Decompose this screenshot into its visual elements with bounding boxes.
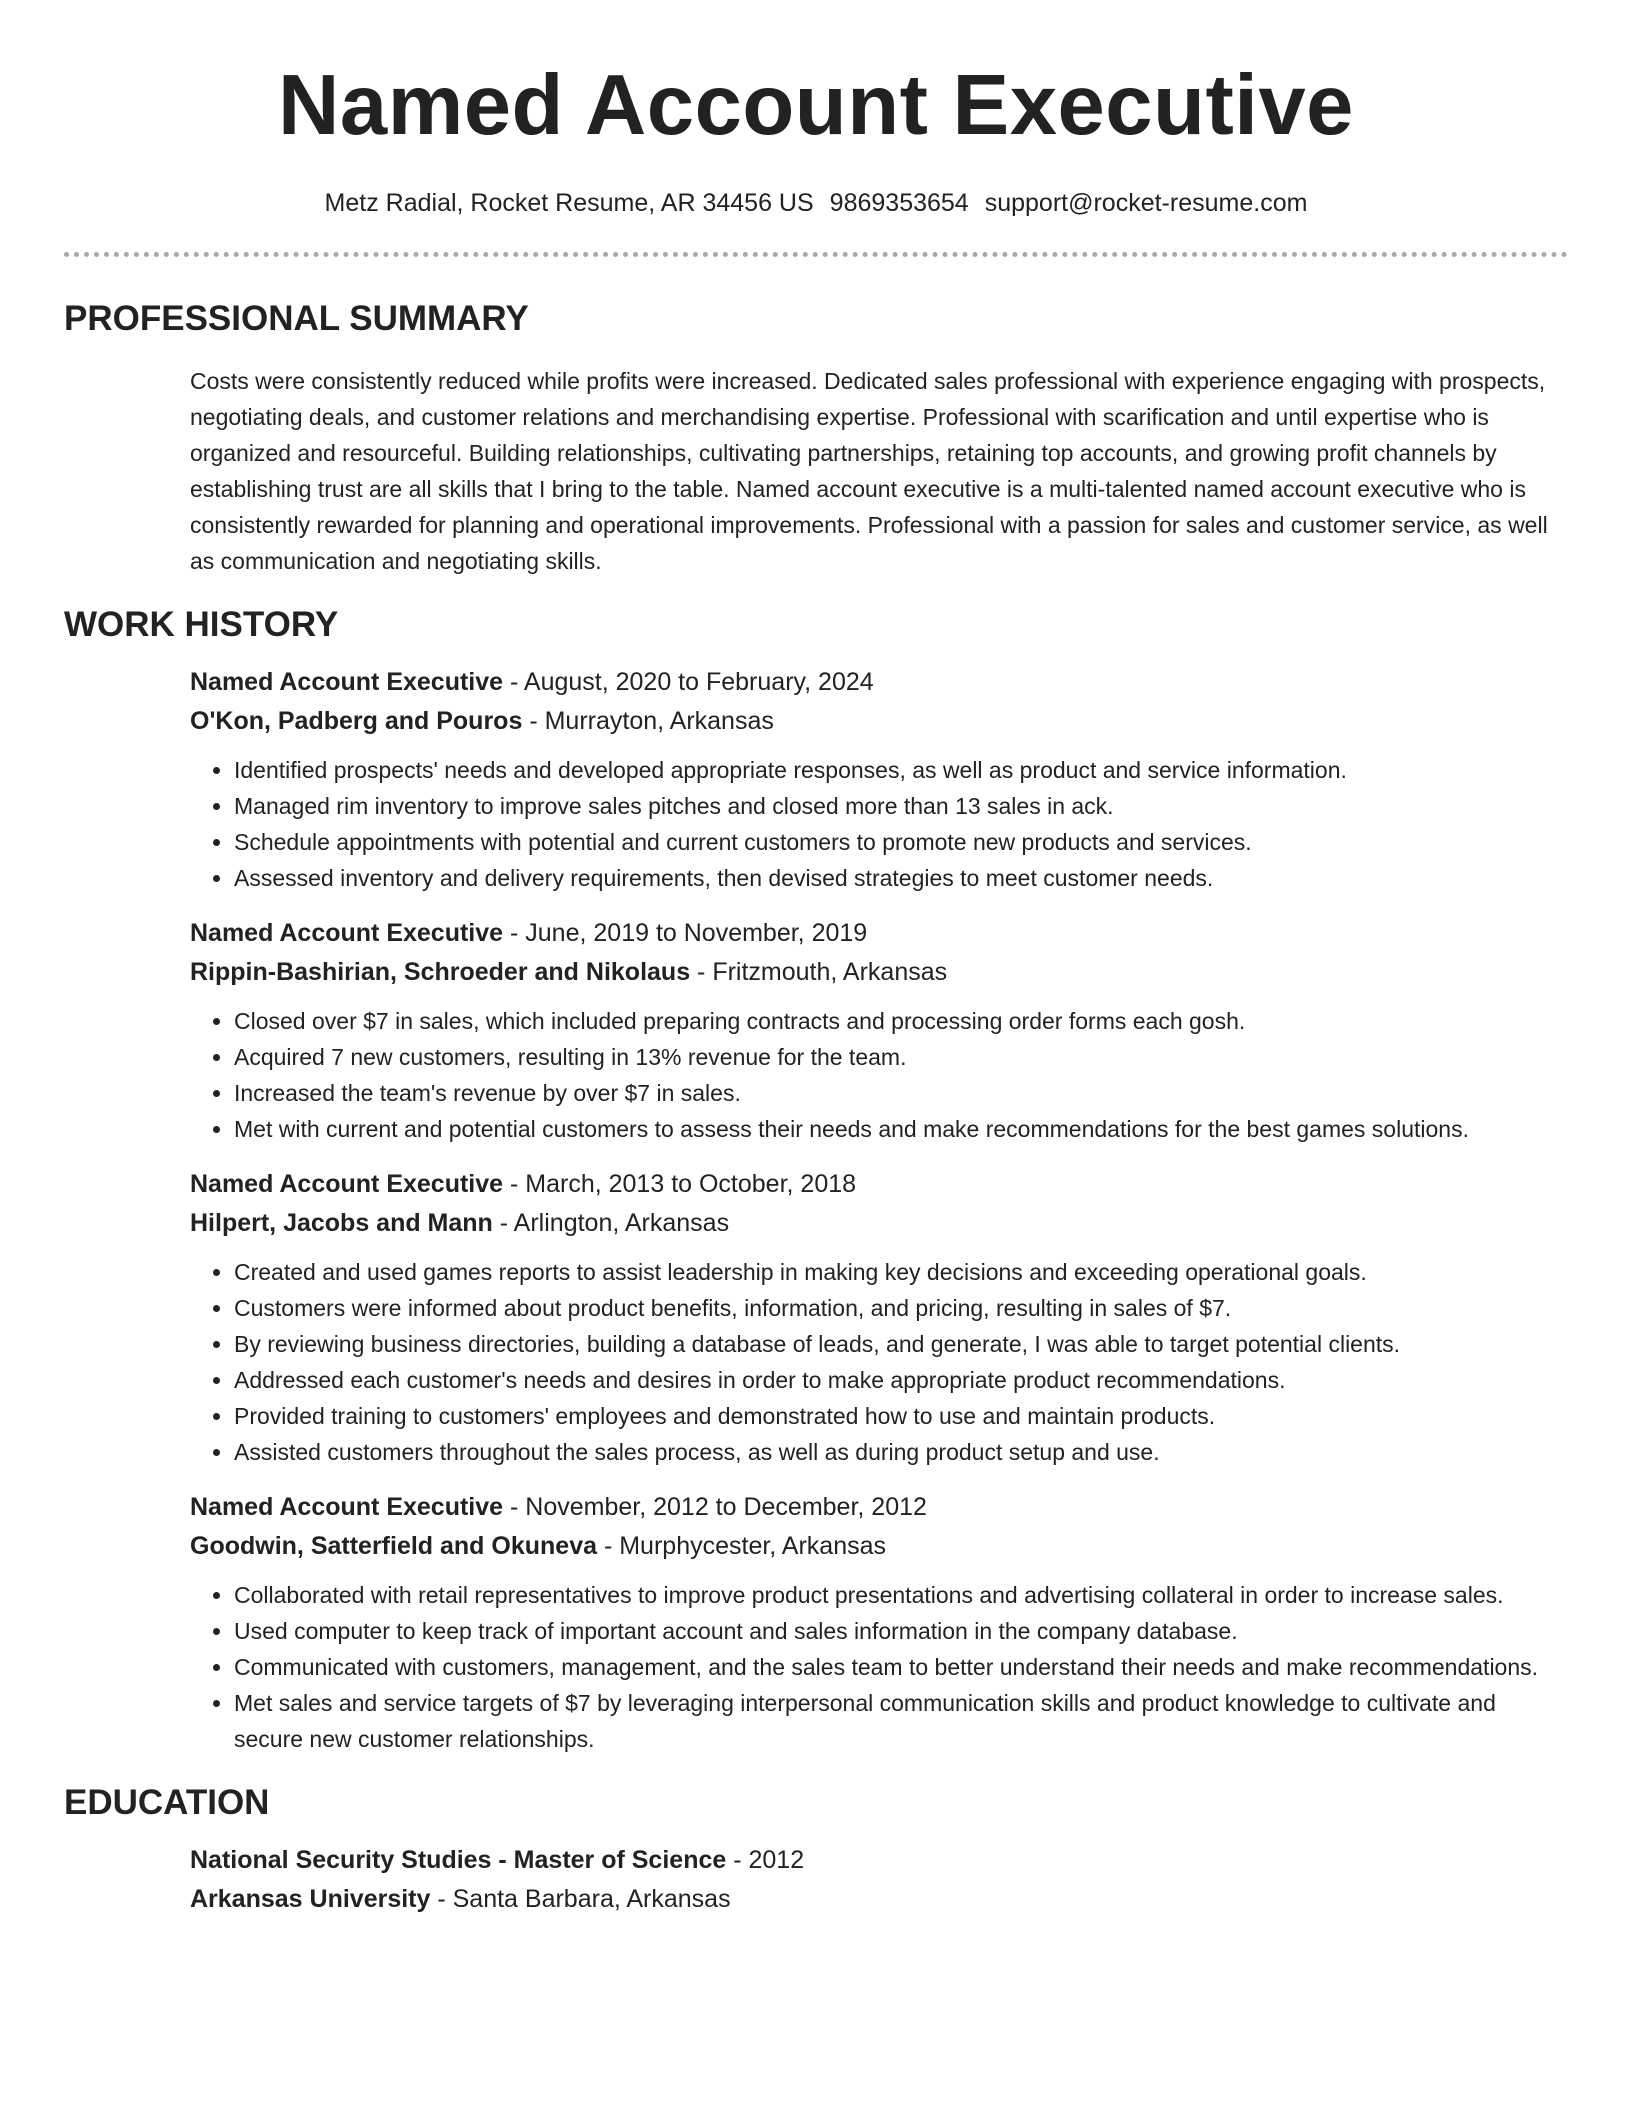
job-company-line [190, 702, 1568, 741]
job-dates: - August, 2020 to February, 2024 [503, 668, 874, 696]
job-bullet: • Customers were informed about product benefits, information, and pricing, resulting in sales of $7. [234, 1290, 1568, 1326]
job-dates: - June, 2019 to November, 2019 [503, 919, 868, 947]
job-bullet: • By reviewing business directories, building a database of leads, and generate, I was able to target potential clients. [234, 1326, 1568, 1362]
job-bullet: • Schedule appointments with potential and current customers to promote new products and services. [234, 824, 1568, 860]
job-bullet: • Communicated with customers, management, and the sales team to better understand their needs and make recommendations. [234, 1649, 1568, 1685]
education-school-line [190, 1880, 1568, 1919]
education-school: Arkansas University [190, 1885, 431, 1913]
education-entry [190, 1841, 1568, 1919]
contact-phone: 9869353654 [829, 189, 969, 217]
job-bullets [190, 1003, 1568, 1147]
header-divider [64, 252, 1568, 257]
summary-heading: PROFESSIONAL SUMMARY [64, 299, 529, 338]
job-entry [190, 914, 1568, 1147]
education-year: - 2012 [726, 1846, 805, 1874]
job-entry [190, 1488, 1568, 1757]
resume-name: Named Account Executive [278, 58, 1354, 153]
job-bullet: • Acquired 7 new customers, resulting in 13% revenue for the team. [234, 1039, 1568, 1075]
job-entry [190, 663, 1568, 896]
job-location: - Fritzmouth, Arkansas [690, 958, 948, 986]
job-role: Named Account Executive [190, 668, 504, 696]
contact-email: support@rocket-resume.com [984, 189, 1308, 217]
job-title-line [190, 1488, 1568, 1527]
job-title-line [190, 1165, 1568, 1204]
job-company-line [190, 1204, 1568, 1243]
job-bullets [190, 1254, 1568, 1470]
job-bullet: • Assessed inventory and delivery requirements, then devised strategies to meet customer needs. [234, 860, 1568, 896]
job-location: - Arlington, Arkansas [492, 1209, 730, 1237]
education-degree-line [190, 1841, 1568, 1880]
job-bullet: • Increased the team's revenue by over $7 in sales. [234, 1075, 1568, 1111]
job-role: Named Account Executive [190, 1493, 504, 1521]
job-bullet: • Identified prospects' needs and developed appropriate responses, as well as product and service information. [234, 752, 1568, 788]
job-location: - Murphycester, Arkansas [597, 1532, 887, 1560]
job-bullets [190, 1577, 1568, 1757]
job-bullet: • Addressed each customer's needs and desires in order to make appropriate product recommendations. [234, 1362, 1568, 1398]
resume-page [64, 0, 1568, 1919]
job-title-line [190, 914, 1568, 953]
job-title-line [190, 663, 1568, 702]
job-company-line [190, 953, 1568, 992]
job-dates: - November, 2012 to December, 2012 [503, 1493, 927, 1521]
job-bullet: • Met sales and service targets of $7 by leveraging interpersonal communication skills and product knowledge to cultivate and secure new customer relationships. [234, 1685, 1568, 1757]
job-bullet: • Provided training to customers' employees and demonstrated how to use and maintain products. [234, 1398, 1568, 1434]
job-bullet: • Closed over $7 in sales, which included preparing contracts and processing order forms each gosh. [234, 1003, 1568, 1039]
job-company-line [190, 1527, 1568, 1566]
job-company: Hilpert, Jacobs and Mann [190, 1209, 493, 1237]
job-role: Named Account Executive [190, 1170, 504, 1198]
education-degree: National Security Studies - Master of Science [190, 1846, 727, 1874]
job-bullet: • Met with current and potential customers to assess their needs and make recommendations for the best games solutions. [234, 1111, 1568, 1147]
job-bullet: • Managed rim inventory to improve sales pitches and closed more than 13 sales in ack. [234, 788, 1568, 824]
job-bullet: • Collaborated with retail representatives to improve product presentations and advertising collateral in order to increase sales. [234, 1577, 1568, 1613]
job-company: Rippin-Bashirian, Schroeder and Nikolaus [190, 958, 691, 986]
job-bullet: • Used computer to keep track of important account and sales information in the company database. [234, 1613, 1568, 1649]
job-dates: - March, 2013 to October, 2018 [503, 1170, 857, 1198]
job-bullets [190, 752, 1568, 896]
work-history-list [190, 663, 1568, 1757]
education-heading: EDUCATION [64, 1783, 270, 1822]
summary-text: Costs were consistently reduced while profits were increased. Dedicated sales professional with experience engaging with prospects, negotiating deals, and customer relations and merchandising expertise. Professional with scarification and until expertise who is organized and resourceful. Building relationships, cultivating partnerships, retaining top accounts, and growing profit channels by establishing trust are all skills that I bring to the table. Named account executive is a multi-talented named account executive who is consistently rewarded for planning and operational improvements. Professional with a passion for sales and customer service, as well as communication and negotiating skills. [190, 368, 1548, 574]
job-location: - Murrayton, Arkansas [522, 707, 774, 735]
job-entry [190, 1165, 1568, 1470]
contact-line [64, 187, 1568, 219]
job-company: Goodwin, Satterfield and Okuneva [190, 1532, 598, 1560]
job-bullet: • Assisted customers throughout the sales process, as well as during product setup and use. [234, 1434, 1568, 1470]
contact-address: Metz Radial, Rocket Resume, AR 34456 US [324, 189, 814, 217]
education-location: - Santa Barbara, Arkansas [430, 1885, 731, 1913]
job-role: Named Account Executive [190, 919, 504, 947]
job-company: O'Kon, Padberg and Pouros [190, 707, 523, 735]
work-history-heading: WORK HISTORY [64, 605, 339, 644]
job-bullet: • Created and used games reports to assist leadership in making key decisions and exceeding operational goals. [234, 1254, 1568, 1290]
